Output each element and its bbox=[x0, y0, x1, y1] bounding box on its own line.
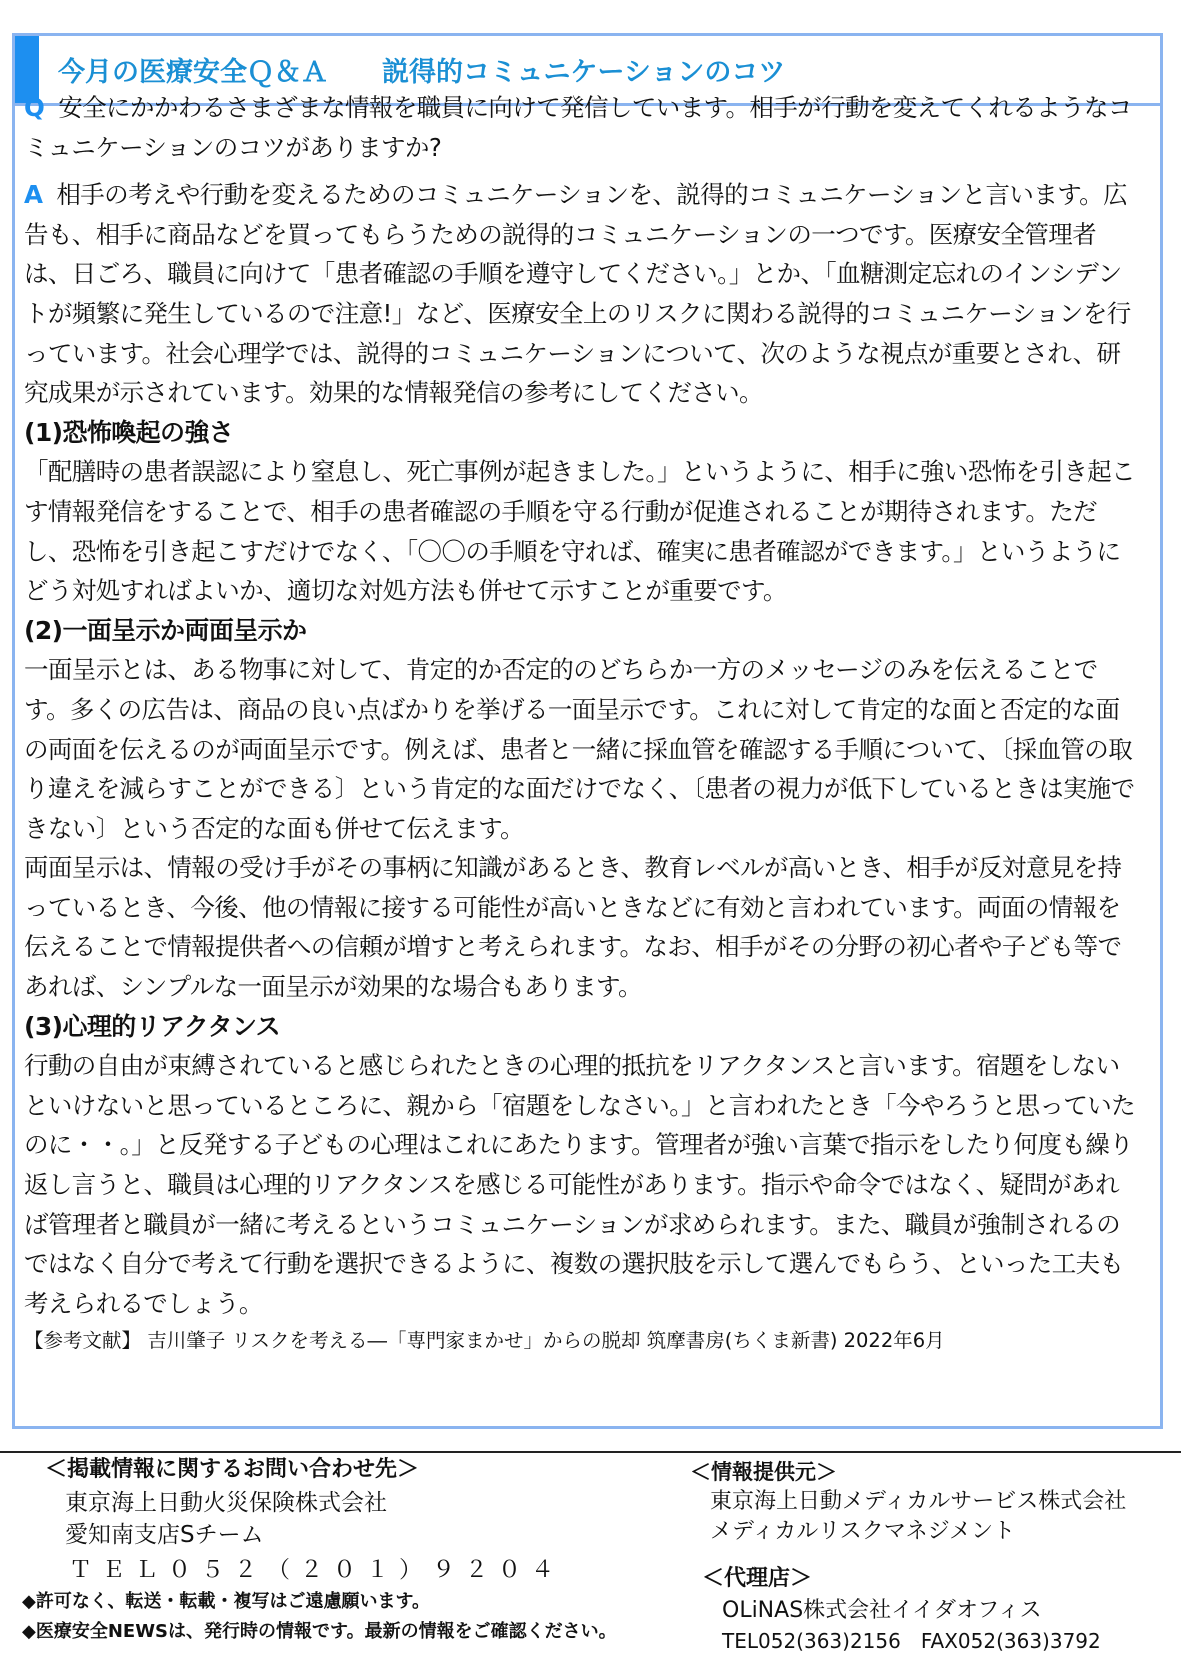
answer-text: 相手の考えや行動を変えるためのコミュニケーションを、説得的コミュニケーションと言います。広告も、相手に商品などを買ってもらうための説得的コミュニケーションの一つです。医療安全管理者は、日ごろ、職員に向けて「患者確認の手順を遵守してください。」とか、「血糖測定忘れのインシデントが頻繁に発生しているので注意!」など、医療安全上のリスクに関わる説得的コミュニケーションを行っています。社会心理学では、説得的コミュニケーションについて、次のような視点が重要とされ、研究成果が示されています。効果的な情報発信の参考にしてください。 bbox=[24, 180, 1131, 408]
agency-tel: TEL052(363)2156 FAX052(363)3792 bbox=[722, 1629, 1101, 1653]
agency-title: ＜代理店＞ bbox=[702, 1566, 813, 1591]
section-heading-presentation: (2)一面呈示か両面呈示か bbox=[24, 615, 307, 645]
agency-name: OLiNAS株式会社イイダオフィス bbox=[722, 1598, 1042, 1623]
notes-block bbox=[22, 1587, 617, 1647]
provider-company: 東京海上日動メディカルサービス株式会社 bbox=[710, 1489, 1127, 1514]
question-label: Q bbox=[24, 93, 45, 122]
provider-block bbox=[690, 1457, 1170, 1547]
contact-branch: 愛知南支店Sチーム bbox=[65, 1522, 264, 1548]
section-paragraph: 行動の自由が束縛されていると感じられたときの心理的抵抗をリアクタンスと言います。宿題をしないといけないと思っているところに、親から「宿題をしなさい。」と言われたとき「今やろうと思っていたのに・・。」と反発する子どもの心理はこれにあたります。管理者が強い言葉で指示をしたり何度も繰り返し言うと、職員は心理的リアクタンスを感じる可能性があります。指示や命令ではなく、疑問があれば管理者と職員が一緒に考えるというコミュニケーションが求められます。また、職員が強制されるのではなく自分で考えて行動を選択できるように、複数の選択肢を示して選んでもらう、といった工夫も考えられるでしょう。 bbox=[24, 1051, 1136, 1318]
section-heading-fear: (1)恐怖喚起の強さ bbox=[24, 417, 234, 447]
contact-block bbox=[45, 1453, 705, 1589]
contact-tel: ＴＥＬ０５２（２０１）９２０４ bbox=[69, 1557, 564, 1583]
reference-citation: 【参考文献】 吉川肇子 リスクを考える―「専門家まかせ」からの脱却 筑摩書房(ちくま新書) 2022年6月 bbox=[24, 1329, 945, 1353]
contact-title: ＜掲載情報に関するお問い合わせ先＞ bbox=[45, 1457, 420, 1482]
section-heading-reactance: (3)心理的リアクタンス bbox=[24, 1011, 281, 1041]
section-paragraph: 一面呈示とは、ある物事に対して、肯定的か否定的のどちらか一方のメッセージのみを伝えることです。多くの広告は、商品の良い点ばかりを挙げる一面呈示です。これに対して肯定的な面と否定的な面の両面を伝えるのが両面呈示です。例えば、患者と一緒に採血管を確認する手順について、〔採血管の取り違えを減らすことができる〕という肯定的な面だけでなく、〔患者の視力が低下しているときは実施できない〕という否定的な面も併せて伝えます。 bbox=[24, 655, 1135, 843]
note-line: ◆許可なく、転送・転載・複写はご遠慮願います。 bbox=[22, 1591, 431, 1612]
section-paragraph: 「配膳時の患者誤認により窒息し、死亡事例が起きました。」というように、相手に強い恐怖を引き起こす情報発信をすることで、相手の患者確認の手順を守る行動が促進されることが期待されます。ただし、恐怖を引き起こすだけでなく、「〇〇の手順を守れば、確実に患者確認ができます。」というようにどう対処すればよいか、適切な対処方法も併せて示すことが重要です。 bbox=[24, 457, 1136, 606]
contact-company: 東京海上日動火災保険株式会社 bbox=[65, 1490, 387, 1516]
question-paragraph bbox=[24, 88, 1142, 167]
answer-label: A bbox=[24, 180, 43, 210]
agency-block bbox=[702, 1562, 1172, 1656]
provider-title: ＜情報提供元＞ bbox=[690, 1460, 837, 1484]
page-title: 今月の医療安全Ｑ＆Ａ 説得的コミュニケーションのコツ bbox=[58, 57, 786, 88]
answer-paragraph bbox=[24, 175, 1142, 413]
provider-dept: メディカルリスクマネジメント bbox=[710, 1519, 1016, 1544]
qa-content bbox=[24, 88, 1142, 1359]
note-line: ◆医療安全NEWSは、発行時の情報です。最新の情報をご確認ください。 bbox=[22, 1621, 617, 1642]
section-paragraph: 両面呈示は、情報の受け手がその事柄に知識があるとき、教育レベルが高いとき、相手が反対意見を持っているとき、今後、他の情報に接する可能性が高いときなどに有効と言われています。両面の情報を伝えることで情報提供者への信頼が増すと考えられます。なお、相手がその分野の初心者や子ども等であれば、シンプルな一面呈示が効果的な場合もあります。 bbox=[24, 853, 1122, 1002]
question-text: 安全にかかわるさまざまな情報を職員に向けて発信しています。相手が行動を変えてくれるようなコミュニケーションのコツがありますか? bbox=[24, 93, 1132, 162]
